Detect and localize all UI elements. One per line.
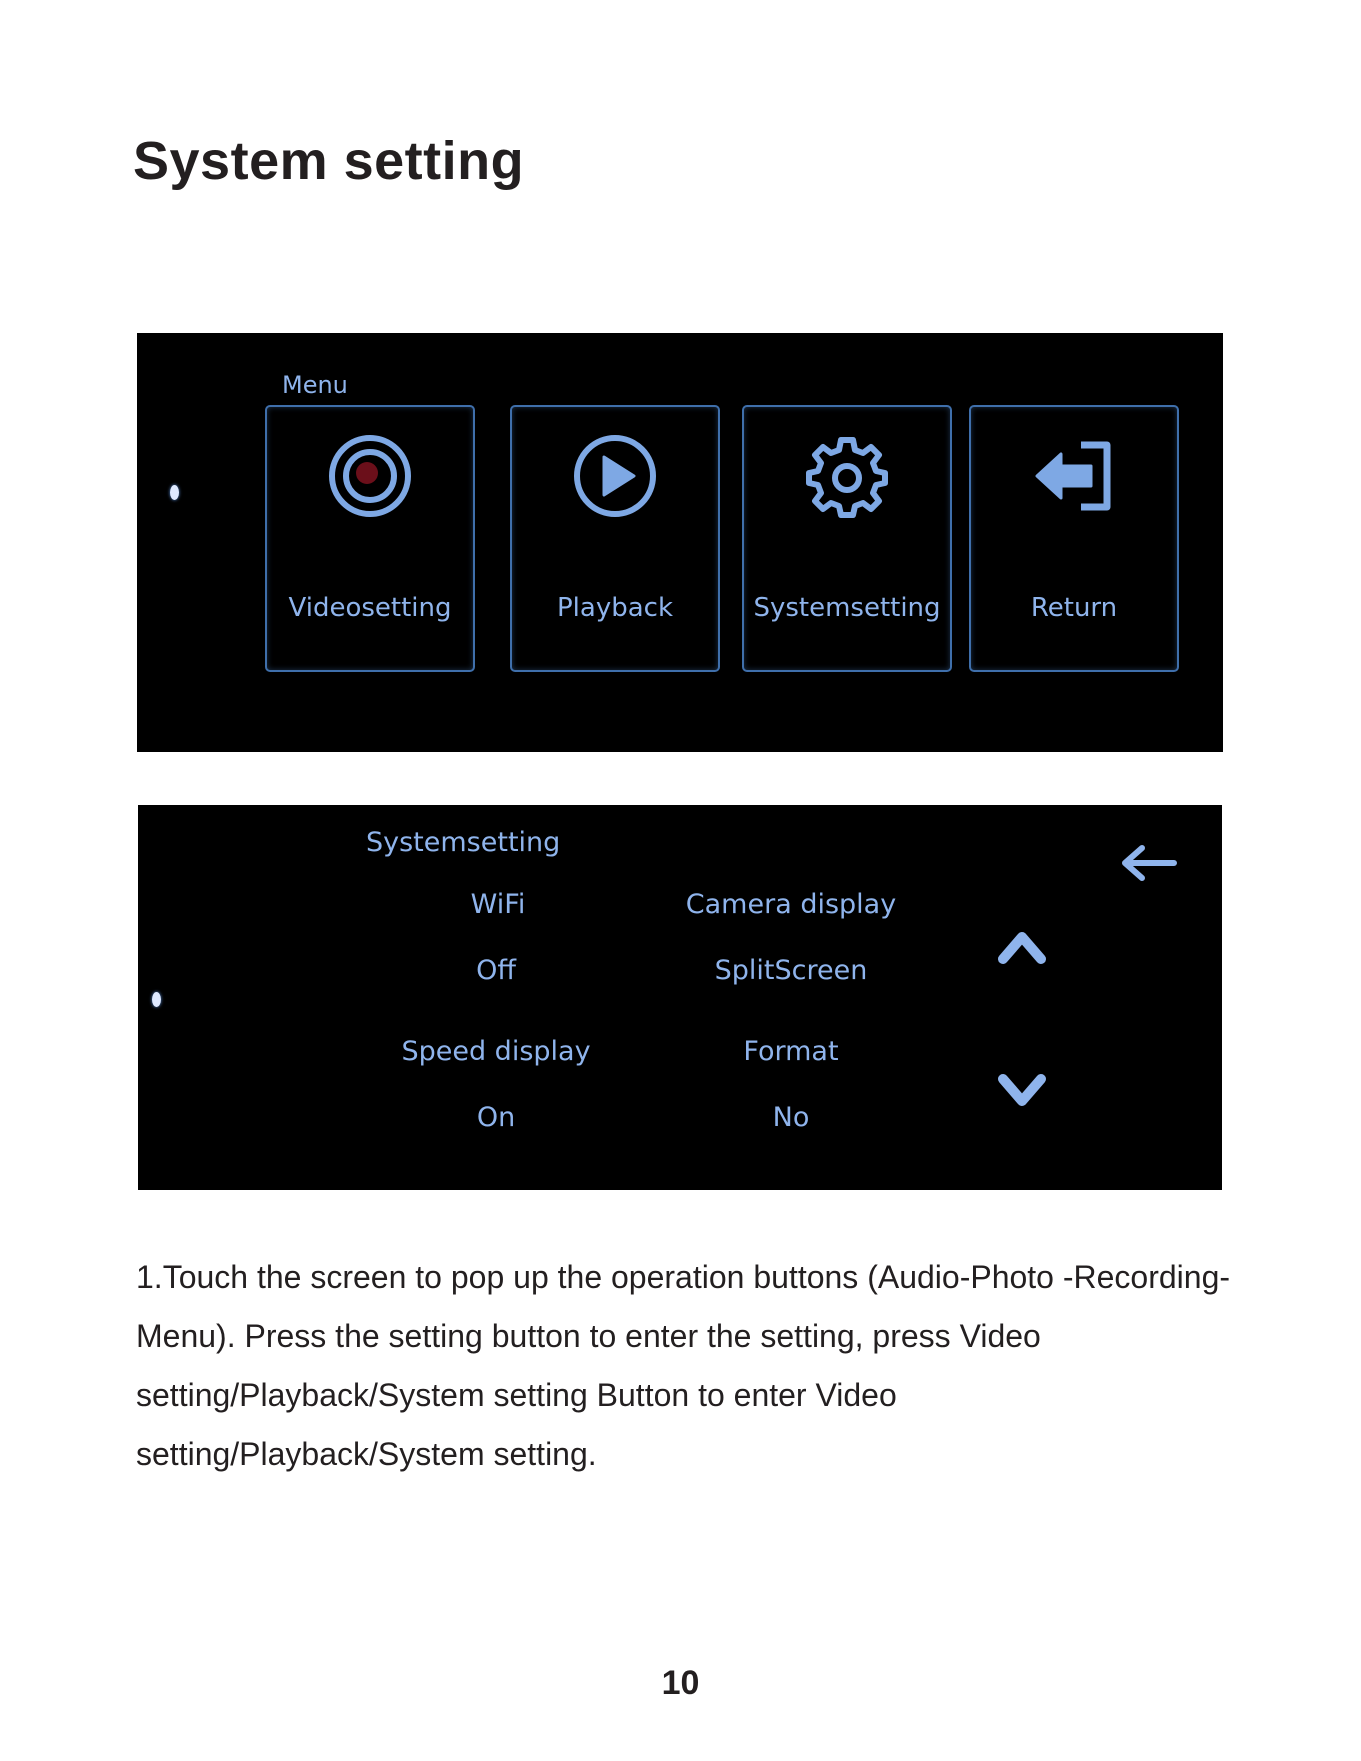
menu-screenshot	[137, 333, 1223, 752]
menu-title: Menu	[282, 371, 348, 399]
return-icon	[1029, 431, 1119, 521]
page-number: 10	[661, 1664, 700, 1702]
systemsetting-label: Systemsetting	[753, 593, 941, 623]
videosetting-label: Videosetting	[288, 593, 452, 623]
camera-display-label: Camera display	[685, 889, 897, 920]
speed-display-label: Speed display	[401, 1036, 591, 1067]
instruction-paragraph: 1.Touch the screen to pop up the operation buttons (Audio-Photo -Recording-Menu). Press the setting button to enter the setting, press Video setting/Playback/System setting Button to enter Video setting/Playback/System setting.	[136, 1259, 1231, 1472]
playback-label: Playback	[556, 593, 673, 623]
record-icon	[325, 431, 415, 521]
gear-icon	[802, 431, 892, 521]
format-value[interactable]: No	[772, 1102, 810, 1133]
videosetting-button[interactable]	[265, 405, 475, 672]
return-label: Return	[1030, 593, 1118, 623]
chevron-down-icon[interactable]	[997, 1071, 1047, 1111]
back-arrow-icon[interactable]	[1118, 843, 1178, 883]
systemsetting-button[interactable]	[742, 405, 952, 672]
chevron-up-icon[interactable]	[997, 927, 1047, 967]
wifi-value[interactable]: Off	[476, 955, 516, 986]
format-label: Format	[743, 1036, 839, 1067]
systemsetting-screenshot	[138, 805, 1222, 1190]
page-heading: System setting	[133, 131, 525, 191]
wifi-label: WiFi	[470, 889, 526, 920]
camera-display-value[interactable]: SplitScreen	[714, 955, 868, 986]
play-icon	[570, 431, 660, 521]
touch-cursor-dot	[152, 992, 161, 1007]
speed-display-value[interactable]: On	[476, 1102, 516, 1133]
playback-button[interactable]	[510, 405, 720, 672]
touch-cursor-dot	[170, 485, 179, 500]
return-button[interactable]	[969, 405, 1179, 672]
systemsetting-title: Systemsetting	[366, 827, 561, 858]
